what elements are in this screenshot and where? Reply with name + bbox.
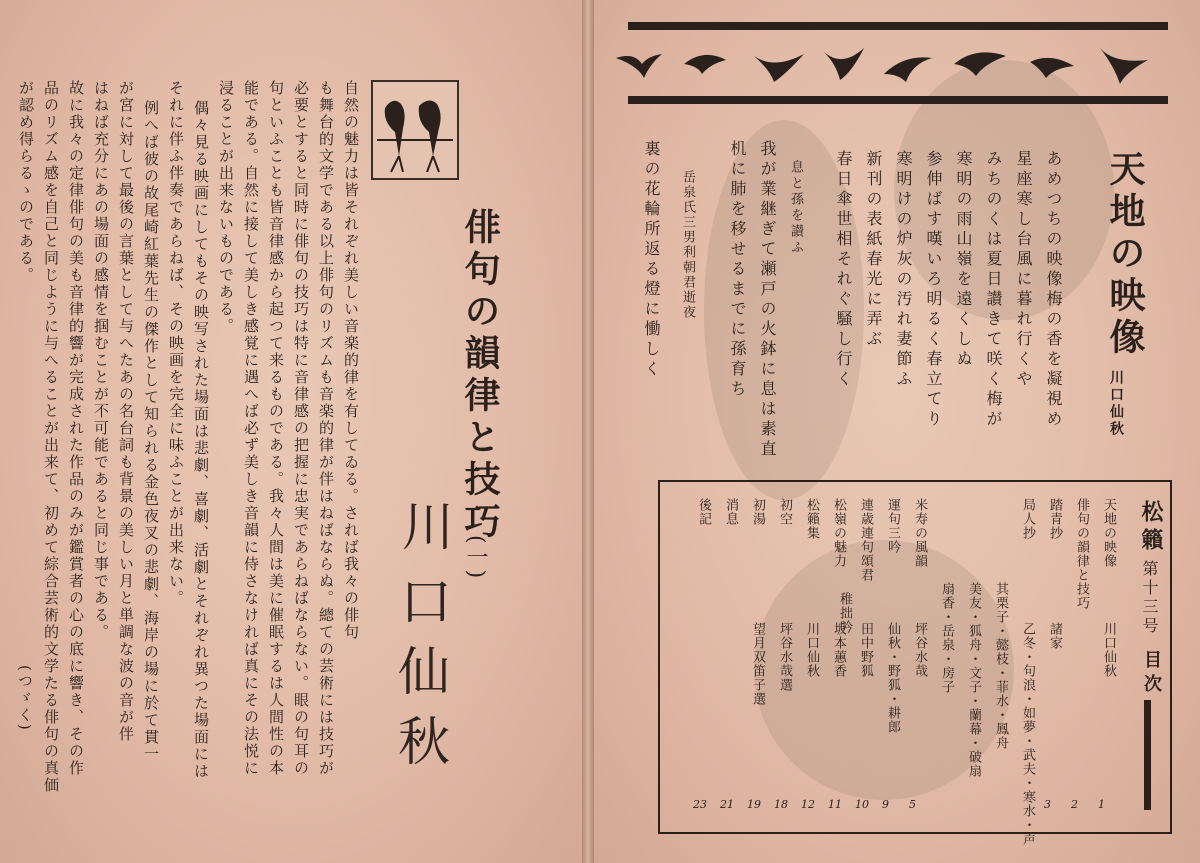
toc-entry-title[interactable]: 初空 <box>777 498 792 526</box>
toc-box <box>658 480 1172 846</box>
toc-entry-title[interactable]: 局人抄 <box>1020 498 1035 540</box>
body-column: も舞台的文学である以上俳句のリズムも音楽的律が伴はねばならぬ。總ての芸術には技巧が <box>317 80 335 777</box>
continued-note: (つゞく) <box>16 665 34 732</box>
toc-issue: 第十三号 <box>1140 560 1159 636</box>
toc-entry-title[interactable]: 踏青抄 <box>1047 498 1062 540</box>
toc-entry-title[interactable]: 初湯 <box>750 498 765 526</box>
book-gutter <box>582 0 594 863</box>
swallow-illustration <box>371 80 459 180</box>
verse: みちのくは夏日讃きて咲く梅が <box>984 150 1003 430</box>
toc-entry-title[interactable]: 運句三吟 <box>885 498 900 554</box>
body-column: はねば充分にあの場面の感情を掴むことが不可能であると同じ事である。 <box>92 80 110 641</box>
toc-entry-title[interactable]: 松籟集 <box>804 498 819 540</box>
condolence-verse: 我が業継ぎて瀬戸の火鉢に息は素直 <box>758 140 777 460</box>
condolence-note: 息と孫を讃ふ <box>788 160 803 256</box>
toc-entry-title[interactable]: 俳句の韻律と技巧 <box>1074 498 1089 610</box>
toc-entry-page: 21 <box>720 798 734 811</box>
toc-entry-author: 坪谷水哉選 <box>777 622 792 692</box>
toc-entry-author: 扇香・岳泉・房子 <box>939 582 954 694</box>
body-column: 必要とすると同時に俳句の技巧は特に音律感の把握に忠実であらねばならない。眼の句耳の <box>292 80 310 777</box>
toc-entry-title[interactable]: 天地の映像 <box>1101 498 1116 568</box>
body-column: 偶々見る映画にしてもその映写された場面は悲劇、喜劇、活劇とそれぞれ異つた場面には <box>192 100 210 780</box>
toc-side-rule <box>1144 700 1151 810</box>
verse: 寒明けの炉灰の汚れ妻節ふ <box>894 150 913 390</box>
toc-jikoin: 稚拙吟 <box>837 592 852 634</box>
toc-entry-title[interactable]: 消息 <box>723 498 738 526</box>
body-column: 浸ることが出来ないものである。 <box>217 80 235 335</box>
body-column: が宮に対して最後の言葉として与へたあの名台詞も背景の美しい月と単調な波の音が伴 <box>117 80 135 743</box>
poem-title: 天地の映像 <box>1104 150 1146 360</box>
condolence-verse: 机に肺を移せるまでに孫育ち <box>728 140 747 400</box>
body-column: 故に我々の定律俳句の美も音律的響が完成された作品のみが鑑賞者の心の底に響き、その作 <box>67 80 85 777</box>
body-column: 自然の魅力は皆それぞれ美しい音楽的律を有してゐる。されば我々の俳句 <box>342 80 360 641</box>
poem-author: 川口仙秋 <box>1108 370 1124 438</box>
toc-mokuji: 目次 <box>1141 650 1162 698</box>
toc-entry-page: 11 <box>828 798 842 811</box>
body-column: 例へば彼の故尾崎紅葉先生の傑作として知られる金色夜叉の悲劇、海岸の場に於て貫一 <box>142 100 160 763</box>
body-column: 句といふことも皆音律感から起つて来るものである。我々人間は美に催眠するは人間性の本 <box>267 80 285 777</box>
body-column: それに伴ふ伴奏であらねば、その映画を完全に味ふことが出来ない。 <box>167 80 185 607</box>
verse: あめつちの映像梅の香を凝視め <box>1044 150 1063 430</box>
toc-entry-page: 9 <box>882 798 889 811</box>
part-marker: (一) <box>463 535 488 581</box>
body-column: が認め得らるゝのである。 <box>17 80 35 284</box>
body-column: 能である。自然に接して美しき感覚に遇へば必ず美しき音韻に侍さなければ真にその法悦に <box>242 80 260 777</box>
toc-entry-author: 諸家 <box>1047 622 1062 650</box>
condolence-heading: 岳泉氏三男利朝君逝夜 <box>680 170 695 320</box>
toc-entry-page: 2 <box>1071 798 1078 811</box>
body-column: 品のリズム感を自己と同じように与へることが出来て、初めて綜合芸術的文学たる俳句の真価 <box>42 80 60 794</box>
toc-entry-author: 美友・狐舟・文子・蘭幕・破扇 <box>966 582 981 778</box>
left-page: 俳句の韻律と技巧 (一) 川 口 仙 秋 自然の魅力は皆それぞれ美しい音楽的律を有してゐる。されば我々の俳句 も舞台的文学である以上俳句のリズムも音楽的律が伴はねばならぬ。總ての芸術には技巧が 必要とすると同時に俳句の技巧は特に音律感の把握に忠実であらねばならない。眼の句耳の 句といふことも皆音律感から起つて来るものである。我々人間は美に催眠するは人間性の本 能である。自然に接して美しき感覚に遇へば必ず美しき音韻に侍さなければ真にその法悦に 浸ることが出来ないものである。 偶々見る映画にしてもその映写された場面は悲劇、喜劇、活劇とそれぞれ異つた場面には それに伴ふ伴奏であらねば、その映画を完全に味ふことが出来ない。 例へば彼の故尾崎紅葉先生の傑作として知られる金色夜叉の悲劇、海岸の場に於て貫一 が宮に対して最後の言葉として与へたあの名台詞も背景の美しい月と単調な波の音が伴 はねば充分にあの場面の感情を掴むことが不可能であると同じ事である。 故に我々の定律俳句の美も音律的響が完成された作品のみが鑑賞者の心の底に響き、その作 品のリズム感を自己と同じように与へることが出来て、初めて綜合芸術的文学たる俳句の真価 が認め得らるゝのである。 (つゞく) <box>0 0 582 863</box>
toc-entry-title[interactable]: 松嶺の魅力 <box>831 498 846 568</box>
toc-entry-title[interactable]: 米寿の風韻 <box>912 498 927 568</box>
condolence-verse: 裏の花輪所返る燈に慟しく <box>642 140 661 380</box>
toc-entry-page: 10 <box>855 798 869 811</box>
article-title: 俳句の韻律と技巧 <box>459 208 501 544</box>
toc-entry-page: 3 <box>1044 798 1051 811</box>
right-page <box>594 0 1200 863</box>
toc-entry-author: 其栗子・懿枝・菲水・鳳舟 <box>993 582 1008 750</box>
header-top-rule <box>628 22 1168 30</box>
toc-entry-title[interactable]: 後記 <box>696 498 711 526</box>
verse: 春日傘世相それぐ騒し行く <box>834 150 853 390</box>
toc-entry-author: 仙秋・野狐・耕郎 <box>885 622 900 734</box>
swallows-icon <box>373 82 457 178</box>
verse: 新刊の表紙春光に弄ぶ <box>864 150 883 350</box>
toc-entry-author: 望月双笛子選 <box>750 622 765 706</box>
toc-entry-title[interactable]: 連歳連句頌君 <box>858 498 873 582</box>
toc-entry-author: 坪谷水哉 <box>912 622 927 678</box>
toc-entry-page: 5 <box>909 798 916 811</box>
toc-entry-page: 1 <box>1098 798 1105 811</box>
toc-entry-page: 12 <box>801 798 815 811</box>
toc-entry-page: 23 <box>693 798 707 811</box>
toc-entry-author: 坂本蕙香 <box>831 622 846 678</box>
toc-entry-page: 19 <box>747 798 761 811</box>
header-bottom-rule <box>628 96 1168 104</box>
toc-entry-author: 田中野狐 <box>858 622 873 678</box>
toc-entry-author: 川口仙秋 <box>1101 622 1116 678</box>
toc-entry-page: 18 <box>774 798 788 811</box>
toc-entry-author: 川口仙秋 <box>804 622 819 678</box>
verse: 寒明の雨山嶺を遠くしぬ <box>954 150 973 370</box>
verse: 星座寒し台風に暮れ行くや <box>1014 150 1033 390</box>
toc-heading: 松籟 <box>1138 500 1164 556</box>
swallow-band-icon <box>614 34 1174 92</box>
verse: 参伸ばす嘆いろ明るく春立てり <box>924 150 943 430</box>
toc-entry-author: 乙冬・句浪・如夢・武夫・寒水・声 <box>1020 622 1035 846</box>
